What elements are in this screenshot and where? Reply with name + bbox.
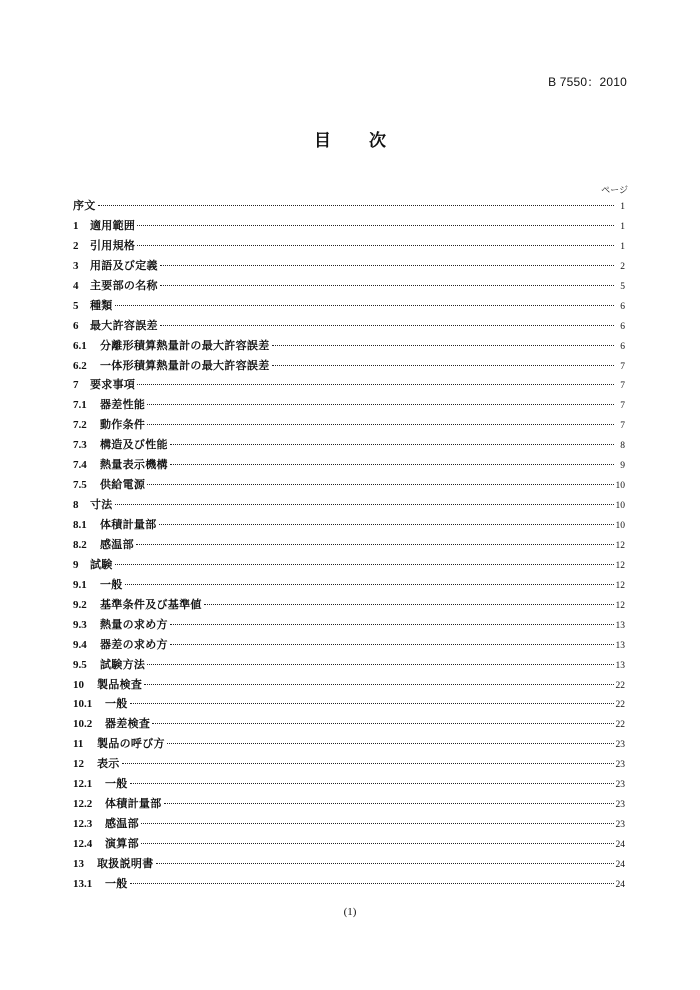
toc-entry-number: 6.1 <box>73 339 87 352</box>
toc-entry <box>73 835 625 855</box>
toc-leader-dots <box>160 265 614 266</box>
toc-entry-page: 12 <box>615 540 625 551</box>
toc-leader-dots <box>125 584 614 585</box>
toc-entry <box>73 376 625 396</box>
toc-entry-page: 10 <box>615 521 625 531</box>
toc-entry-number: 3 <box>73 259 79 272</box>
toc-entry-title: 製品の呼び方 <box>97 737 165 751</box>
toc-entry-number: 13.1 <box>73 877 93 890</box>
toc-leader-dots <box>159 524 614 525</box>
toc-entry <box>73 755 625 775</box>
toc-entry-number: 7.4 <box>73 459 87 472</box>
toc-entry-title: 構造及び性能 <box>100 438 168 452</box>
toc-leader-dots <box>130 883 614 884</box>
toc-entry-title: 一般 <box>100 577 123 591</box>
toc-entry-page: 13 <box>615 660 625 671</box>
toc-entry-page: 12 <box>615 560 625 571</box>
toc-entry <box>73 636 625 656</box>
toc-entry-number: 12.4 <box>73 838 93 850</box>
toc-leader-dots <box>147 424 614 425</box>
toc-entry-title: 基準条件及び基準値 <box>100 597 202 611</box>
toc-entry <box>73 277 625 297</box>
toc-entry-page: 13 <box>615 620 625 631</box>
toc-entry-title: 熱量の求め方 <box>100 617 168 631</box>
toc-entry-page: 22 <box>615 680 625 691</box>
toc-entry <box>73 257 625 277</box>
toc-entry-page: 9 <box>620 461 625 472</box>
toc-entry <box>73 735 625 755</box>
toc-entry-page: 8 <box>620 441 625 452</box>
toc-entry <box>73 436 625 456</box>
toc-leader-dots <box>141 843 614 844</box>
toc-leader-dots <box>98 205 614 206</box>
toc-entry-page: 1 <box>620 202 625 212</box>
toc-entry-number: 12.2 <box>73 798 93 811</box>
toc-leader-dots <box>272 345 615 346</box>
toc-entry-title: 試験 <box>90 557 113 571</box>
toc-leader-dots <box>144 684 613 685</box>
toc-entry-number: 11 <box>73 738 84 751</box>
toc-leader-dots <box>170 644 614 645</box>
toc-entry-page: 1 <box>620 221 625 232</box>
toc-entry-number: 9.3 <box>73 618 87 631</box>
toc-entry-number: 8.1 <box>73 519 87 531</box>
toc-entry <box>73 656 625 676</box>
toc-entry-page: 6 <box>620 321 625 332</box>
toc-entry-number: 9.1 <box>73 578 87 591</box>
toc-entry-page: 10 <box>615 501 625 512</box>
toc-leader-dots <box>160 285 614 286</box>
toc-entry <box>73 875 625 895</box>
toc-leader-dots <box>164 803 614 804</box>
toc-entry-title: 熱量表示機構 <box>100 458 168 472</box>
toc-leader-dots <box>137 225 614 226</box>
toc-entry-number: 9 <box>73 558 79 571</box>
toc-entry-number: 9.2 <box>73 598 87 611</box>
toc-leader-dots <box>272 365 615 366</box>
toc-leader-dots <box>147 664 613 665</box>
toc-entry <box>73 676 625 696</box>
toc-entry <box>73 536 625 556</box>
toc-entry-number: 2 <box>73 239 79 252</box>
toc-leader-dots <box>170 624 614 625</box>
toc-entry-title: 器差性能 <box>100 398 146 412</box>
toc-entry-page: 1 <box>620 241 625 252</box>
toc-entry-number: 10.2 <box>73 718 93 731</box>
toc-entry-number: 8 <box>73 499 79 512</box>
toc-entry-title: 体積計量部 <box>100 518 157 531</box>
toc-leader-dots <box>147 484 613 485</box>
toc-entry-page: 7 <box>620 381 625 392</box>
toc-entry <box>73 795 625 815</box>
toc-entry-title: 表示 <box>97 757 120 771</box>
toc-entry-number: 8.2 <box>73 538 87 551</box>
toc-entry-page: 6 <box>620 341 625 352</box>
toc-leader-dots <box>137 245 614 246</box>
toc-entry <box>73 217 625 237</box>
toc-entry <box>73 416 625 436</box>
toc-entry-page: 6 <box>620 301 625 312</box>
toc-entry-page: 7 <box>620 401 625 412</box>
toc-entry-title: 体積計量部 <box>105 797 162 811</box>
toc-entry-title: 序文 <box>73 199 96 212</box>
toc-leader-dots <box>170 444 614 445</box>
toc-entry <box>73 516 625 536</box>
toc-entry-title: 動作条件 <box>100 418 146 432</box>
toc-entry-title: 感温部 <box>100 537 134 551</box>
toc-entry <box>73 695 625 715</box>
toc-entry-title: 器差の求め方 <box>100 637 168 651</box>
toc-entry-page: 7 <box>620 361 625 372</box>
toc-entry-number: 6 <box>73 319 79 332</box>
toc-entry-title: 一体形積算熱量計の最大許容誤差 <box>100 358 270 372</box>
toc-entry <box>73 815 625 835</box>
toc-entry-page: 12 <box>615 600 625 611</box>
toc-entry <box>73 197 625 217</box>
toc-entry-title: 主要部の名称 <box>90 278 158 292</box>
toc-entry <box>73 855 625 875</box>
toc-entry-number: 5 <box>73 299 79 312</box>
toc-entry-page: 23 <box>615 760 625 771</box>
toc-entry-number: 1 <box>73 219 79 232</box>
toc-entry <box>73 616 625 636</box>
toc-entry-number: 12 <box>73 758 84 771</box>
toc-entry-page: 23 <box>615 780 625 791</box>
toc-entry-number: 10 <box>73 678 84 691</box>
table-of-contents <box>73 197 625 895</box>
toc-leader-dots <box>160 325 614 326</box>
toc-entry-title: 最大許容誤差 <box>90 318 158 332</box>
toc-entry-title: 引用規格 <box>90 238 136 252</box>
toc-entry-title: 要求事項 <box>90 378 136 392</box>
toc-entry-page: 5 <box>620 281 625 292</box>
toc-entry-title: 供給電源 <box>100 478 146 492</box>
toc-entry-page: 24 <box>615 840 625 850</box>
toc-entry-title: 製品検査 <box>97 677 143 691</box>
toc-leader-dots <box>130 703 614 704</box>
toc-entry-number: 12.1 <box>73 778 93 791</box>
toc-entry <box>73 297 625 317</box>
toc-entry-title: 演算部 <box>105 837 139 850</box>
toc-entry <box>73 496 625 516</box>
toc-entry-page: 24 <box>615 879 625 890</box>
toc-entry-number: 9.4 <box>73 638 87 651</box>
toc-entry <box>73 396 625 416</box>
toc-entry-title: 試験方法 <box>100 657 146 671</box>
toc-entry-number: 13 <box>73 857 84 870</box>
toc-entry-title: 一般 <box>105 876 128 890</box>
toc-leader-dots <box>137 384 614 385</box>
toc-entry-page: 23 <box>615 800 625 811</box>
toc-entry <box>73 556 625 576</box>
toc-entry-title: 感温部 <box>105 817 139 831</box>
toc-entry-page: 7 <box>620 421 625 432</box>
toc-entry-number: 7.2 <box>73 419 87 432</box>
toc-entry-title: 一般 <box>105 777 128 791</box>
toc-entry-number: 12.3 <box>73 818 93 831</box>
toc-entry <box>73 357 625 377</box>
toc-entry-title: 寸法 <box>90 498 113 512</box>
toc-leader-dots <box>167 743 614 744</box>
toc-entry <box>73 317 625 337</box>
toc-entry-page: 12 <box>615 580 625 591</box>
toc-entry-page: 22 <box>615 720 625 731</box>
toc-leader-dots <box>122 763 614 764</box>
page-number: (1) <box>343 906 357 918</box>
toc-entry <box>73 576 625 596</box>
toc-leader-dots <box>204 604 614 605</box>
toc-leader-dots <box>170 464 614 465</box>
toc-entry <box>73 337 625 357</box>
toc-leader-dots <box>156 863 614 864</box>
toc-entry-page: 23 <box>615 820 625 831</box>
toc-leader-dots <box>115 564 614 565</box>
toc-entry-number: 7.3 <box>73 439 87 452</box>
toc-entry <box>73 456 625 476</box>
toc-entry-number: 6.2 <box>73 359 87 372</box>
toc-entry-page: 2 <box>620 261 625 272</box>
toc-leader-dots <box>136 544 614 545</box>
toc-entry-number: 7.1 <box>73 399 87 412</box>
standard-code: B 7550：2010 <box>548 75 627 89</box>
page-column-label: ページ <box>601 186 628 196</box>
toc-entry-title: 取扱説明書 <box>97 856 154 870</box>
toc-entry-title: 適用範囲 <box>90 218 136 232</box>
page-title: 目 次 <box>314 131 402 151</box>
toc-leader-dots <box>130 783 614 784</box>
toc-entry <box>73 596 625 616</box>
toc-leader-dots <box>115 305 614 306</box>
toc-leader-dots <box>141 823 614 824</box>
toc-leader-dots <box>115 504 614 505</box>
toc-entry <box>73 237 625 257</box>
toc-entry-number: 7.5 <box>73 479 87 492</box>
toc-entry <box>73 775 625 795</box>
toc-entry-title: 用語及び定義 <box>90 258 158 272</box>
toc-entry-number: 9.5 <box>73 658 87 671</box>
toc-entry-page: 22 <box>615 700 625 711</box>
toc-entry-page: 13 <box>615 640 625 651</box>
toc-entry-page: 24 <box>615 859 625 870</box>
toc-entry-number: 10.1 <box>73 698 93 711</box>
toc-leader-dots <box>147 404 614 405</box>
toc-entry-number: 4 <box>73 279 79 292</box>
toc-entry-number: 7 <box>73 379 79 392</box>
toc-entry <box>73 476 625 496</box>
toc-entry-title: 一般 <box>105 697 128 711</box>
toc-entry-page: 23 <box>615 740 625 751</box>
toc-entry-title: 器差検査 <box>105 717 151 731</box>
toc-entry-title: 分離形積算熱量計の最大許容誤差 <box>100 338 270 352</box>
toc-entry <box>73 715 625 735</box>
toc-entry-page: 10 <box>615 481 625 492</box>
toc-entry-title: 種類 <box>90 298 113 312</box>
toc-leader-dots <box>152 723 613 724</box>
